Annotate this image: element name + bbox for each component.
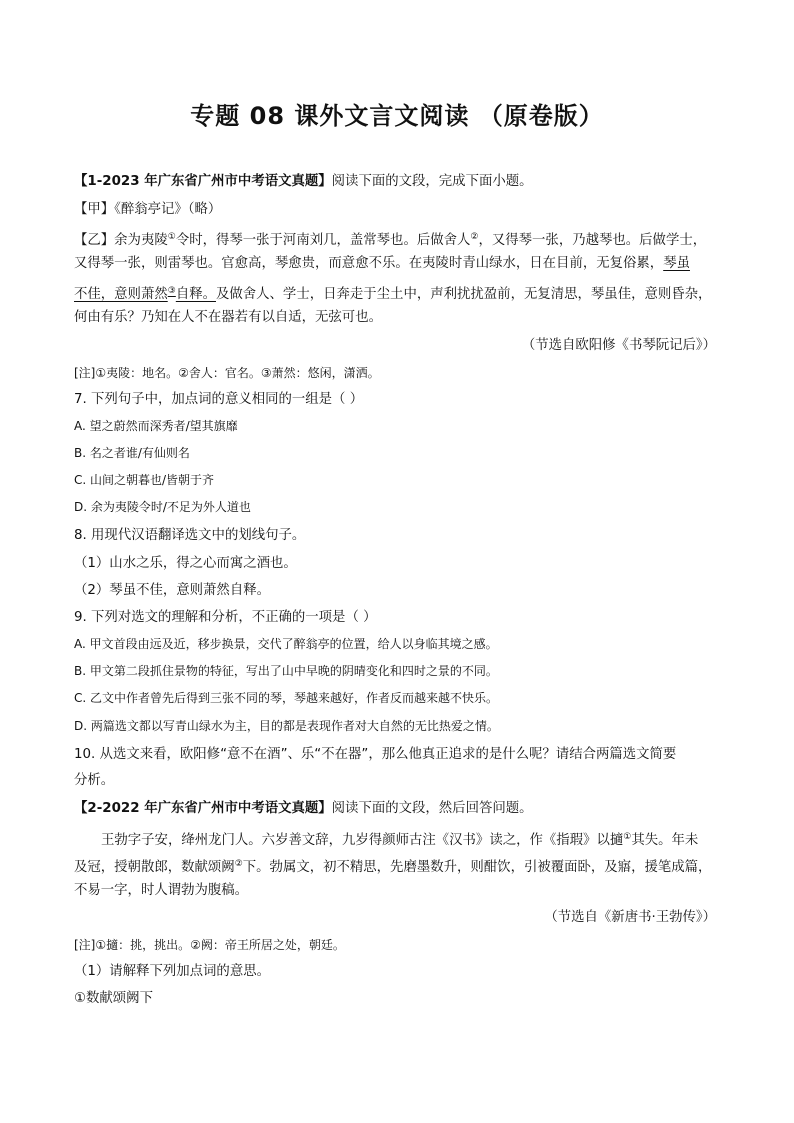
passage-text: 王勃字子安，绛州龙门人。六岁善文辞，九岁得颜师古注《汉书》读之，作《指瑕》以擿 [101,833,624,848]
q2-passage-line-1 [101,827,698,851]
passage-text: 下。勃属文，初不精思，先磨墨数升，则酣饮，引被覆面卧，及寤，援笔成篇， [242,860,712,875]
q7-option-d: D. 余为夷陵令时/不足为外人道也 [74,500,251,514]
q1-source: （节选自欧阳修《书琴阮记后》） [521,338,716,353]
q8-item-1: （1）山水之乐，得之心而寓之酒也。 [74,556,297,571]
q2-note: [注]①擿：挑，挑出。②阙：帝王所居之处，朝廷。 [74,938,345,952]
underlined-text: 自释。 [175,287,216,302]
q1-header-bracket-close: 】 [318,174,332,189]
footnote-marker: ② [470,232,479,242]
footnote-marker: ② [234,859,243,869]
q2-sub1-stem: （1）请解释下列加点词的意思。 [74,964,270,979]
q8-stem: 8. 用现代汉语翻译选文中的划线句子。 [74,528,306,543]
page-title: 专题 08 课外文言文阅读 （原卷版） [190,102,604,130]
yi-text: 【乙】余为夷陵 [74,233,168,248]
q2-source: （节选自《新唐书·王勃传》） [544,910,716,925]
underlined-text: 琴虽 [663,256,690,271]
q2-header-instruction: 阅读下面的文段，然后回答问题。 [331,801,533,816]
footnote-marker: ① [623,832,632,842]
q1-header [74,172,533,192]
q9-option-c: C. 乙文中作者曾先后得到三张不同的琴，琴越来越好，作者反而越来越不快乐。 [74,691,499,705]
footnote-marker: ① [167,232,176,242]
underlined-text: 不佳，意则萧然 [74,287,168,302]
q9-option-b: B. 甲文第二段抓住景物的特征，写出了山中早晚的阴晴变化和四时之景的不同。 [74,664,498,678]
q1-header-source: 1-2023 年广东省广州市中考语文真题 [87,174,319,189]
q10-stem-line-2: 分析。 [74,773,115,788]
q2-passage-line-3: 不易一字，时人谓勃为腹稿。 [74,883,249,898]
q7-option-a: A. 望之蔚然而深秀者/望其旗靡 [74,419,238,433]
passage-text: 其失。年未 [631,833,699,848]
q1-yi-line-1 [74,227,706,251]
q8-item-2: （2）琴虽不佳，意则萧然自释。 [74,583,270,598]
q2-header-bracket-open: 【 [74,801,88,816]
footnote-marker: ③ [167,286,176,296]
q1-yi-line-3 [74,281,711,305]
q1-jia-line: 【甲】《醉翁亭记》（略） [74,202,222,217]
q2-passage-line-2 [74,854,711,878]
q1-yi-line-2 [74,254,690,274]
passage-text: 及冠，授朝散郎，数献颂阙 [74,860,235,875]
yi-text: 又得琴一张，则雷琴也。官愈高，琴愈贵，而意愈不乐。在夷陵时青山绿水，日在目前，无复俗累， [74,256,664,271]
q1-note: [注]①夷陵：地名。②舍人：官名。③萧然：悠闲，潇洒。 [74,366,380,380]
q9-stem: 9. 下列对选文的理解和分析，不正确的一项是（ ） [74,610,377,625]
q7-option-b: B. 名之者谁/有仙则名 [74,446,190,460]
q2-sub1-item-1: ①数献颂阙下 [74,991,153,1006]
q2-header-bracket-close: 】 [318,801,332,816]
q10-stem-line-1: 10. 从选文来看，欧阳修“意不在酒”、乐“不在器”，那么他真正追求的是什么呢？请结合两篇选文简要 [74,747,677,762]
yi-text: ，又得琴一张，乃越琴也。后做学士， [478,233,707,248]
q7-option-c: C. 山间之朝暮也/皆朝于齐 [74,473,215,487]
q9-option-a: A. 甲文首段由远及近，移步换景，交代了醉翁亭的位置，给人以身临其境之感。 [74,637,498,651]
q2-header-source: 2-2022 年广东省广州市中考语文真题 [87,801,319,816]
q1-yi-line-4: 何由有乐？乃知在人不在器若有以自适，无弦可也。 [74,310,382,325]
q2-header [74,799,533,819]
q7-stem: 7. 下列句子中，加点词的意义相同的一组是（ ） [74,392,364,407]
q9-option-d: D. 两篇选文都以写青山绿水为主，目的都是表现作者对大自然的无比热爱之情。 [74,719,499,733]
yi-text: 令时，得琴一张于河南刘几，盖常琴也。后做舍人 [175,233,471,248]
q1-header-instruction: 阅读下面的文段，完成下面小题。 [331,174,533,189]
q1-header-bracket-open: 【 [74,174,88,189]
yi-text: 及做舍人、学士，日奔走于尘土中，声利扰扰盈前，无复清思，琴虽佳，意则昏杂， [215,287,712,302]
